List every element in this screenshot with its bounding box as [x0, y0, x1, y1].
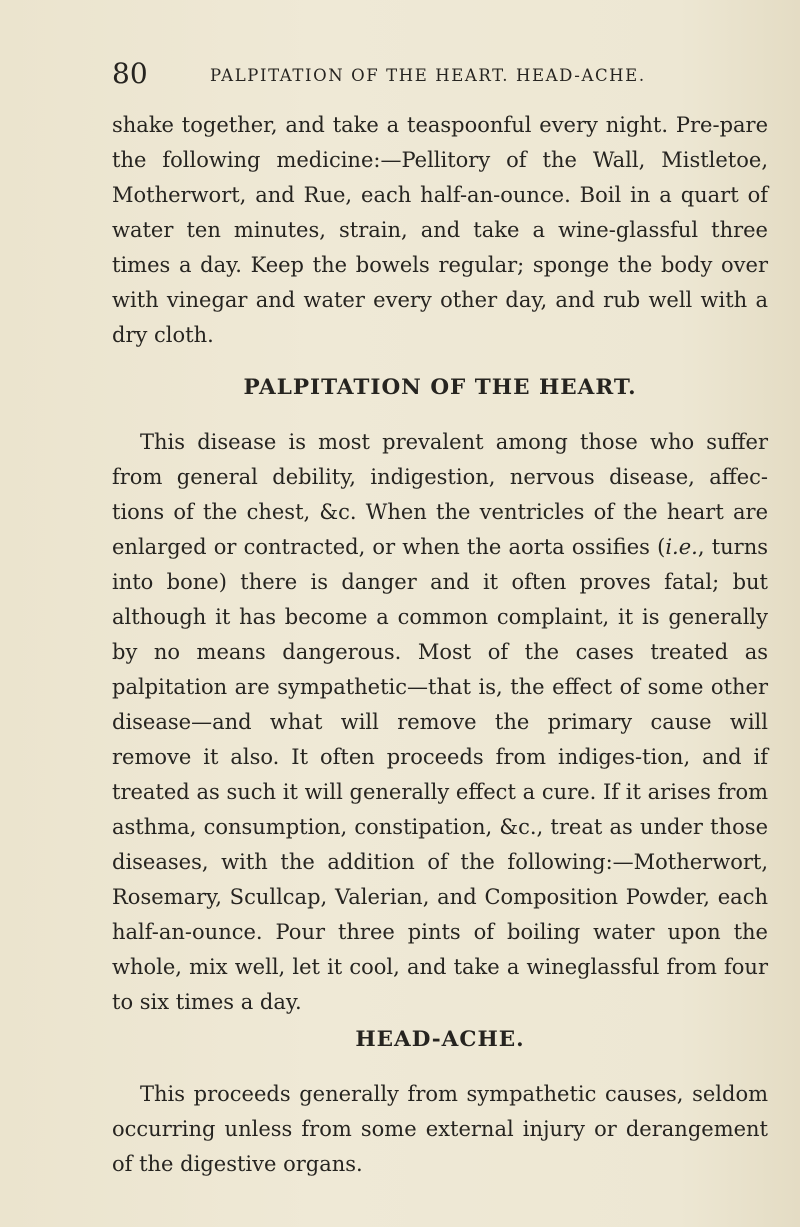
section-heading-headache: HEAD-ACHE. [355, 1027, 525, 1052]
palpitation-italic-ie: i.e. [665, 535, 698, 559]
palpitation-text-part-2: , turns into bone) there is danger and it often proves fatal; but although it has become a common complaint, it is generally by no means dangerous. Most of the cases treated as palpitation are sympathetic—that is, the effect of some other disease—and what will remove the primary cause will remove it also. It often proceeds from indiges-tion, and if treated as such it will generally effect a cure. If it arises from asthma, consumption, constipation, &c., treat as under those diseases, with the addition of the following:—Motherwort, Rosemary, Scullcap, Valerian, and Composition Powder, each half-an-ounce. Pour three pints of boiling water upon the whole, mix well, let it cool, and take a wineglassful from four to six times a day. [112, 535, 769, 1014]
page-number: 80 [112, 57, 148, 90]
headache-paragraph: This proceeds generally from sympathetic causes, seldom occurring unless from some external injury or derangement of the digestive organs. [112, 1082, 768, 1176]
palpitation-text-part-1: This disease is most prevalent among those who suffer from general debility, indigestion, nervous disease, affec-tions of the chest, &c. When the ventricles of the heart are enlarged or contracted, or when the aorta ossifies ( [112, 430, 768, 559]
running-head: PALPITATION OF THE HEART. HEAD-ACHE. [210, 66, 646, 85]
intro-paragraph: shake together, and take a teaspoonful every night. Pre-pare the following medicine:—Pellitory of the Wall, Mistletoe, Motherwort, and Rue, each half-an-ounce. Boil in a quart of water ten minutes, strain, and take a wine-glassful three times a day. Keep the bowels regular; sponge the body over with vinegar and water every other day, and rub well with a dry cloth. [112, 113, 768, 347]
palpitation-paragraph [112, 425, 768, 1020]
section-heading-palpitation: PALPITATION OF THE HEART. [243, 375, 637, 400]
page-header [112, 58, 772, 98]
page-body [112, 108, 768, 1182]
